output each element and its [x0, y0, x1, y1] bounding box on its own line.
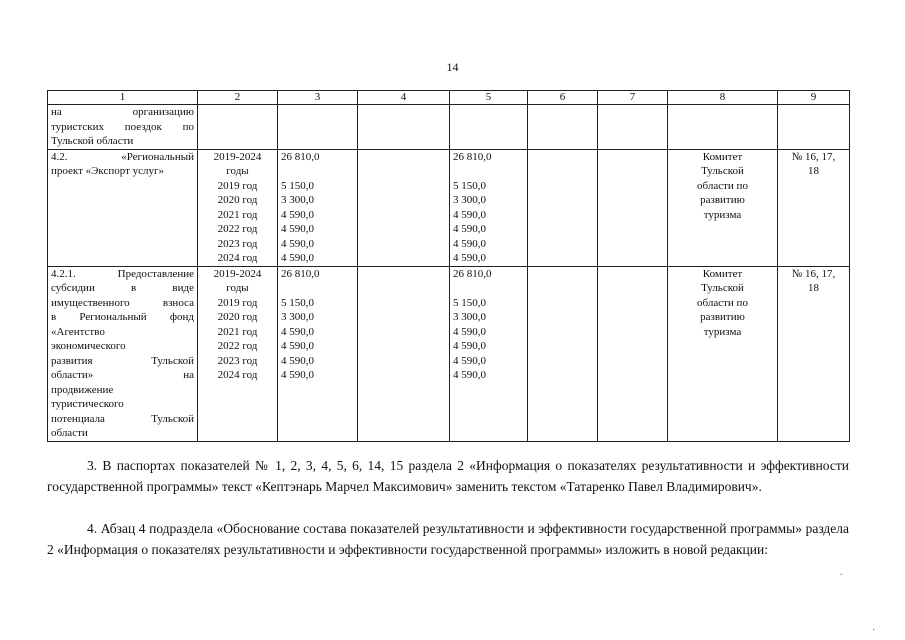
cell-line: в Региональный фонд: [51, 311, 194, 323]
cell-line: [453, 281, 524, 296]
table-cell-name: [48, 149, 198, 266]
column-header-2: 2: [198, 91, 278, 105]
cell-line: 4 590,0: [281, 354, 314, 367]
column-header-1: 1: [48, 91, 198, 105]
cell-line: 4 590,0: [281, 252, 314, 264]
table-cell-responsible: [668, 266, 778, 441]
table-cell-period: [198, 266, 278, 441]
cell-line: области по: [697, 296, 748, 309]
cell-line: 2023 год: [217, 237, 258, 250]
cell-line: 2019 год: [217, 296, 258, 309]
cell-line: 2021 год: [217, 325, 258, 338]
cell-line: годы: [226, 165, 249, 177]
cell-line: 3 300,0: [453, 194, 486, 206]
table-cell-indicators: [778, 105, 850, 150]
table-cell-col7: [598, 266, 668, 441]
cell-line: 4 590,0: [453, 208, 486, 221]
table-cell-col5: [450, 149, 528, 266]
cell-line: 18: [808, 282, 819, 294]
cell-line: «Агентство: [51, 325, 105, 338]
cell-line: 4 590,0: [281, 369, 314, 381]
cell-line: потенциала Тульской: [51, 412, 194, 425]
table-cell-period: [198, 105, 278, 150]
table-row: [48, 105, 850, 150]
column-header-4: 4: [358, 91, 450, 105]
cell-line: годы: [226, 282, 249, 294]
cell-line: 2019-2024: [213, 150, 262, 163]
cell-line: 5 150,0: [281, 296, 314, 309]
cell-line: 4 590,0: [281, 325, 314, 338]
cell-line: 2024 год: [217, 252, 258, 264]
cell-line: Тульской области: [51, 135, 134, 147]
cell-line: туристического: [51, 398, 124, 410]
cell-line: Комитет: [702, 267, 743, 280]
program-table: [47, 90, 850, 442]
column-header-3: 3: [278, 91, 358, 105]
scan-mark: .: [840, 567, 843, 578]
cell-line: 26 810,0: [453, 150, 492, 163]
table-cell-name: [48, 266, 198, 441]
cell-line: 4 590,0: [453, 369, 486, 381]
table-cell-indicators: [778, 149, 850, 266]
cell-line: развития Тульской: [51, 354, 194, 367]
paragraph-4: 4. Абзац 4 подраздела «Обоснование состава показателей результативности и эффективности государственной программы» раздела 2 «Информация о показателях результативности и эффективности государственной программы» изложить в новой редакции:: [47, 521, 849, 557]
cell-line: 4 590,0: [281, 223, 314, 235]
cell-line: [281, 281, 354, 296]
table-cell-responsible: [668, 105, 778, 150]
table-cell-col4: [358, 105, 450, 150]
cell-line: 2022 год: [217, 223, 258, 235]
column-header-8: 8: [668, 91, 778, 105]
cell-line: экономического: [51, 340, 126, 352]
cell-line: 2024 год: [217, 369, 258, 381]
cell-line: 5 150,0: [453, 179, 486, 192]
table-cell-col4: [358, 149, 450, 266]
cell-line: Тульской: [701, 165, 744, 177]
cell-line: области по: [697, 179, 748, 192]
cell-line: области: [51, 427, 88, 439]
cell-line: 4.2.1. Предоставление: [51, 267, 194, 280]
table-cell-col4: [358, 266, 450, 441]
table-cell-col7: [598, 105, 668, 150]
cell-line: 26 810,0: [453, 267, 492, 280]
cell-line: 2023 год: [217, 354, 258, 367]
cell-line: № 16, 17,: [791, 150, 836, 163]
cell-line: 5 150,0: [453, 296, 486, 309]
column-header-5: 5: [450, 91, 528, 105]
cell-line: имущественного взноса: [51, 296, 194, 309]
cell-line: туризма: [703, 325, 742, 338]
table-cell-responsible: [668, 149, 778, 266]
table-cell-col5: [450, 266, 528, 441]
cell-line: 18: [808, 165, 819, 177]
cell-line: 26 810,0: [281, 150, 320, 163]
cell-line: 2022 год: [217, 340, 258, 352]
cell-line: 2021 год: [217, 208, 258, 221]
table-cell-indicators: [778, 266, 850, 441]
table-cell-name: [48, 105, 198, 150]
paragraph-3: 3. В паспортах показателей № 1, 2, 3, 4, 5, 6, 14, 15 раздела 2 «Информация о показателях результативности и эффективности государственной программы» текст «Кептэнарь Марчел Максимович» заменить текстом «Татаренко Павел Владимирович».: [47, 458, 849, 494]
cell-line: 4 590,0: [453, 223, 486, 235]
cell-line: 3 300,0: [453, 311, 486, 323]
cell-line: Комитет: [702, 150, 743, 163]
cell-line: 4 590,0: [281, 208, 314, 221]
cell-line: туризма: [703, 208, 742, 221]
cell-line: Тульской: [701, 282, 744, 294]
cell-line: развитию: [700, 311, 745, 323]
cell-line: 2019 год: [217, 179, 258, 192]
cell-line: 26 810,0: [281, 267, 320, 280]
cell-line: на организацию: [51, 106, 194, 118]
table-cell-col3: [278, 105, 358, 150]
cell-line: [281, 164, 354, 179]
table-row: [48, 266, 850, 441]
cell-line: проект «Экспорт услуг»: [51, 165, 165, 177]
cell-line: 4 590,0: [453, 354, 486, 367]
table-body: [48, 105, 850, 442]
cell-line: 4 590,0: [453, 340, 486, 352]
cell-line: области» на: [51, 369, 194, 381]
cell-line: 4 590,0: [453, 252, 486, 264]
table-cell-col6: [528, 266, 598, 441]
table-cell-col6: [528, 149, 598, 266]
cell-line: 3 300,0: [281, 311, 314, 323]
column-header-6: 6: [528, 91, 598, 105]
cell-line: 5 150,0: [281, 179, 314, 192]
cell-line: [453, 164, 524, 179]
cell-line: 4 590,0: [453, 325, 486, 338]
table-cell-period: [198, 149, 278, 266]
cell-line: 4 590,0: [453, 237, 486, 250]
table-row: [48, 149, 850, 266]
column-header-9: 9: [778, 91, 850, 105]
cell-line: 4.2. «Региональный: [51, 150, 194, 163]
cell-line: 2019-2024: [213, 267, 262, 280]
page-number: 14: [446, 60, 459, 74]
table-header-row: [48, 91, 850, 105]
table-cell-col3: [278, 266, 358, 441]
cell-line: № 16, 17,: [791, 267, 836, 280]
table-cell-col6: [528, 105, 598, 150]
cell-line: субсидии в виде: [51, 282, 194, 294]
column-header-7: 7: [598, 91, 668, 105]
cell-line: продвижение: [51, 383, 114, 396]
cell-line: туристских поездок по: [51, 120, 194, 133]
cell-line: 2020 год: [217, 194, 258, 206]
cell-line: 4 590,0: [281, 237, 314, 250]
cell-line: 3 300,0: [281, 194, 314, 206]
table-cell-col5: [450, 105, 528, 150]
scan-mark: ·: [872, 625, 876, 636]
table-cell-col3: [278, 149, 358, 266]
cell-line: 4 590,0: [281, 340, 314, 352]
table-cell-col7: [598, 149, 668, 266]
cell-line: развитию: [700, 194, 745, 206]
cell-line: 2020 год: [217, 311, 258, 323]
